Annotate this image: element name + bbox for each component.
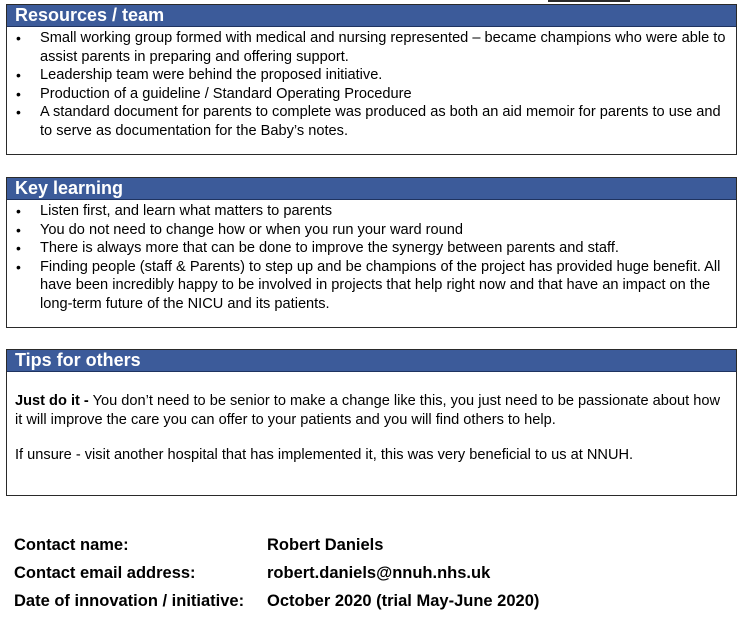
tips-paragraph bbox=[15, 392, 728, 430]
tips-paragraph: If unsure - visit another hospital that has implemented it, this was very beneficial to us at NNUH. bbox=[15, 447, 634, 463]
tips-lead-text: You don’t need to be senior to make a change like this, you just need to be passionate about how it will improve the care you can offer to your patients and you will find others to help. bbox=[15, 393, 721, 428]
list-item: • You do not need to change how or when you run your ward round bbox=[15, 221, 728, 240]
contact-email-value: robert.daniels@nnuh.nhs.uk bbox=[267, 564, 491, 582]
contact-name-value: Robert Daniels bbox=[267, 536, 384, 554]
contact-row bbox=[14, 563, 539, 591]
contact-email-label: Contact email address: bbox=[14, 564, 196, 582]
section-heading: Resources / team bbox=[7, 5, 736, 27]
contact-name-label: Contact name: bbox=[14, 536, 129, 554]
tips-body bbox=[7, 372, 736, 465]
bullet-list bbox=[7, 200, 736, 313]
list-item: • Production of a guideline / Standard Operating Procedure bbox=[15, 85, 728, 104]
contact-details bbox=[14, 535, 539, 619]
list-item: • There is always more that can be done to improve the synergy between parents and staff. bbox=[15, 239, 728, 258]
resources-team-section bbox=[6, 4, 737, 155]
section-heading: Tips for others bbox=[7, 350, 736, 372]
date-label: Date of innovation / initiative: bbox=[14, 592, 245, 610]
page-top-rule bbox=[548, 0, 630, 2]
key-learning-section bbox=[6, 177, 737, 328]
list-item: • Leadership team were behind the proposed initiative. bbox=[15, 66, 728, 85]
list-item: • Listen first, and learn what matters to parents bbox=[15, 202, 728, 221]
contact-row bbox=[14, 591, 539, 619]
bullet-list bbox=[7, 27, 736, 140]
list-item: • Small working group formed with medical and nursing represented – became champions who were able to assist parents in preparing and offering support. bbox=[15, 29, 728, 66]
date-value: October 2020 (trial May-June 2020) bbox=[267, 592, 540, 610]
tips-section bbox=[6, 349, 737, 496]
contact-row bbox=[14, 535, 539, 563]
section-heading: Key learning bbox=[7, 178, 736, 200]
tips-lead: Just do it - bbox=[15, 393, 89, 409]
list-item: • Finding people (staff & Parents) to step up and be champions of the project has provided huge benefit. All have been incredibly happy to be involved in projects that help right now and that have an impact on the long-term future of the NICU and its patients. bbox=[15, 258, 728, 314]
list-item: • A standard document for parents to complete was produced as both an aid memoir for parents to use and to serve as documentation for the Baby’s notes. bbox=[15, 103, 728, 140]
